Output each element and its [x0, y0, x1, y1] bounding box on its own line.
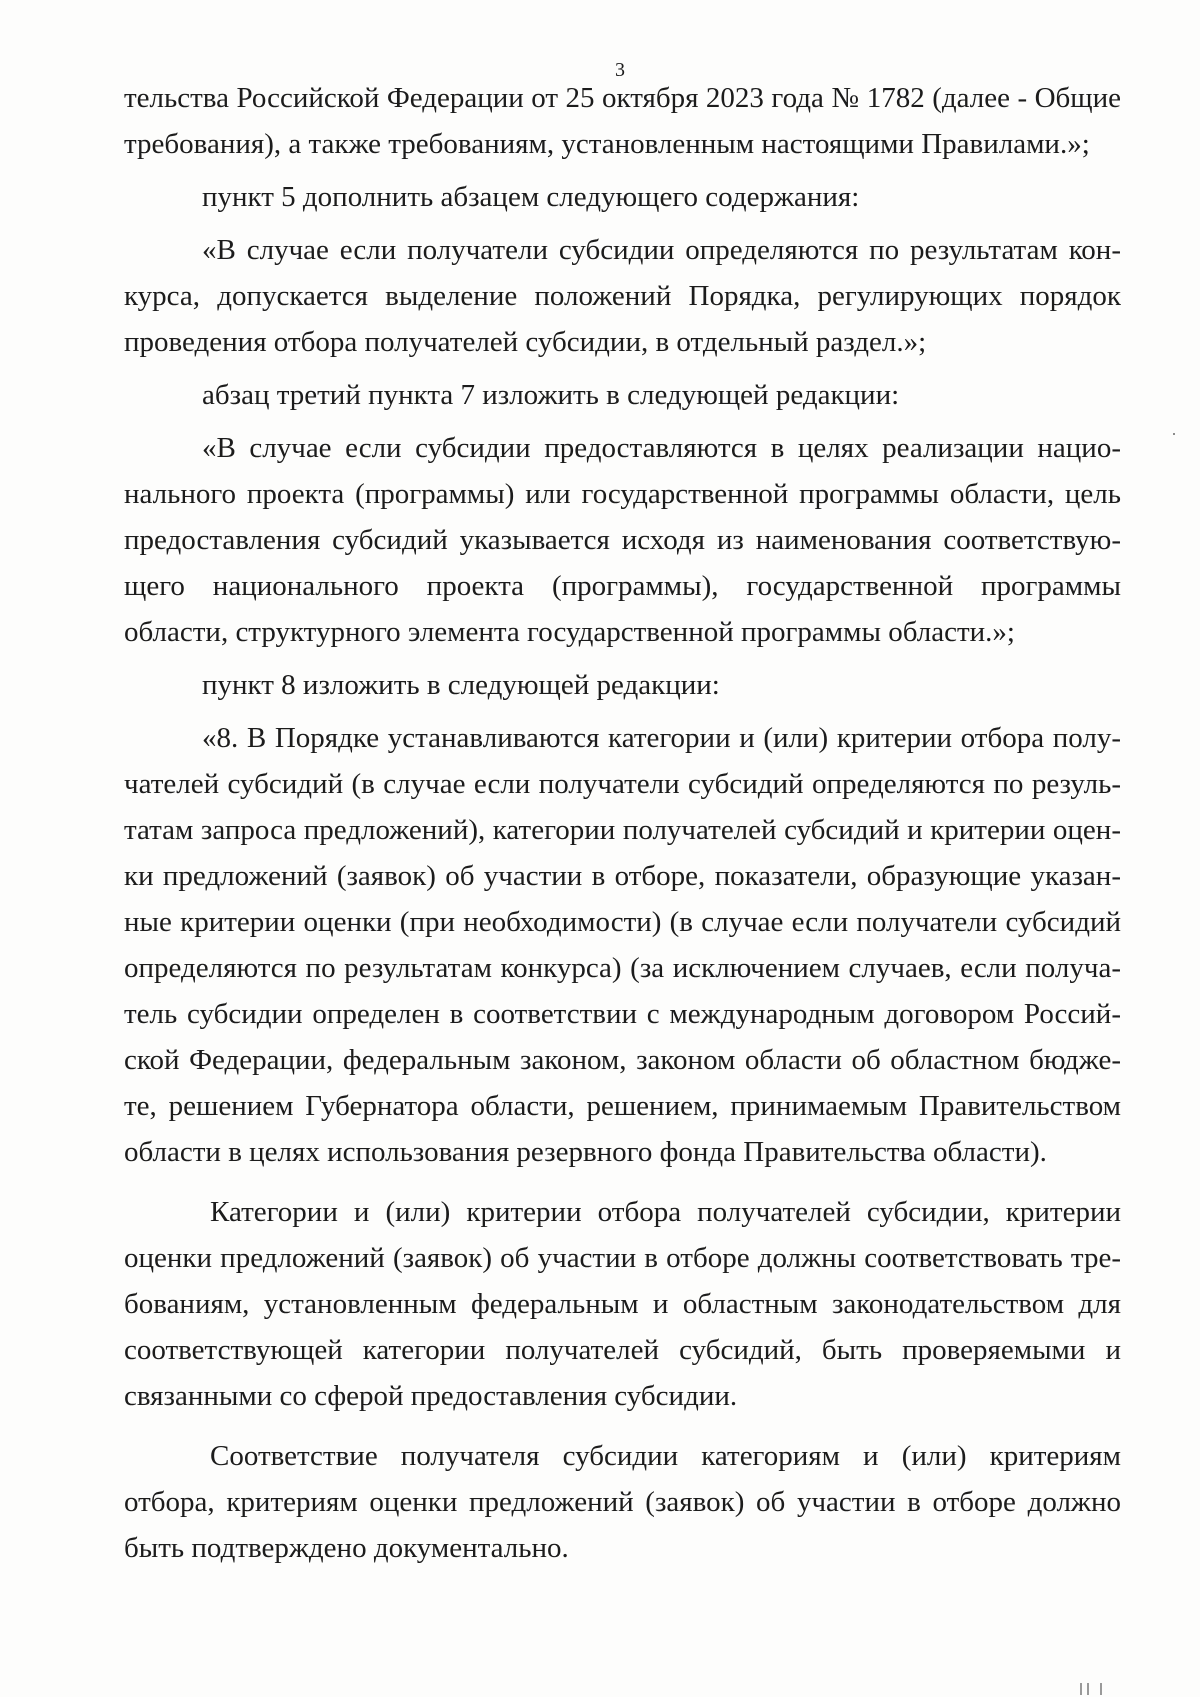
scan-mark — [1080, 1683, 1082, 1695]
paragraph-categories-criteria: Категории и (или) критерии отбора получателей субсидии, критерии оценки предложений (заявок) об участии в отборе должны соответствовать требованиям, установленным федеральным и областным законодательством для соответствующей категории получателей субсидий, быть проверяемыми и связанными со сферой предоставления субсидии. — [124, 1196, 1121, 1412]
paragraph-compliance-confirmation: Соответствие получателя субсидии категориям и (или) критериям отбора, критериям оценки предложений (заявок) об участии в отборе должно быть подтверждено документально. — [124, 1440, 1121, 1564]
paragraph-amendment-item-7: абзац третий пункта 7 изложить в следующей редакции: — [202, 379, 900, 411]
scan-mark — [1100, 1683, 1102, 1695]
paragraph-amendment-item-8: пункт 8 изложить в следующей редакции: — [202, 669, 720, 701]
scan-mark — [1087, 1683, 1089, 1695]
paragraph-quoted-item-7-text: «В случае если субсидии предоставляются в целях реализации национального проекта (программы) или государственной программы области, цель предоставления субсидий указывается исходя из наименования соответствующего национального проекта (программы), государственной программы области, структурного элемента государственной программы области.»; — [124, 432, 1121, 648]
document-body — [124, 75, 1121, 1571]
paragraph-amendment-item-5: пункт 5 дополнить абзацем следующего содержания: — [202, 181, 860, 213]
scan-speck — [1173, 433, 1175, 435]
paragraph-quoted-item-8-text: «8. В Порядке устанавливаются категории и (или) критерии отбора получателей субсидий (в случае если получатели субсидий определяются по результатам запроса предложений), категории получателей субсидий и критерии оценки предложений (заявок) об участии в отборе, показатели, образующие указанные критерии оценки (при необходимости) (в случае если получатели субсидий определяются по результатам конкурса) (за исключением случаев, если получатель субсидии определен в соответствии с международным договором Российской Федерации, федеральным законом, законом области об областном бюджете, решением Губернатора области, решением, принимаемым Правительством области в целях использования резервного фонда Правительства области). — [124, 722, 1121, 1168]
paragraph-continuation: тельства Российской Федерации от 25 октября 2023 года № 1782 (далее - Общие требования), а также требованиям, установленным настоящими Правилами.»; — [124, 82, 1121, 160]
paragraph-quoted-item-5-text: «В случае если получатели субсидии определяются по результатам конкурса, допускается выделение положений Порядка, регулирующих порядок проведения отбора получателей субсидии, в отдельный раздел.»; — [124, 234, 1121, 358]
scan-edge-marks — [1070, 1677, 1130, 1697]
page-number: 3 — [615, 59, 625, 81]
